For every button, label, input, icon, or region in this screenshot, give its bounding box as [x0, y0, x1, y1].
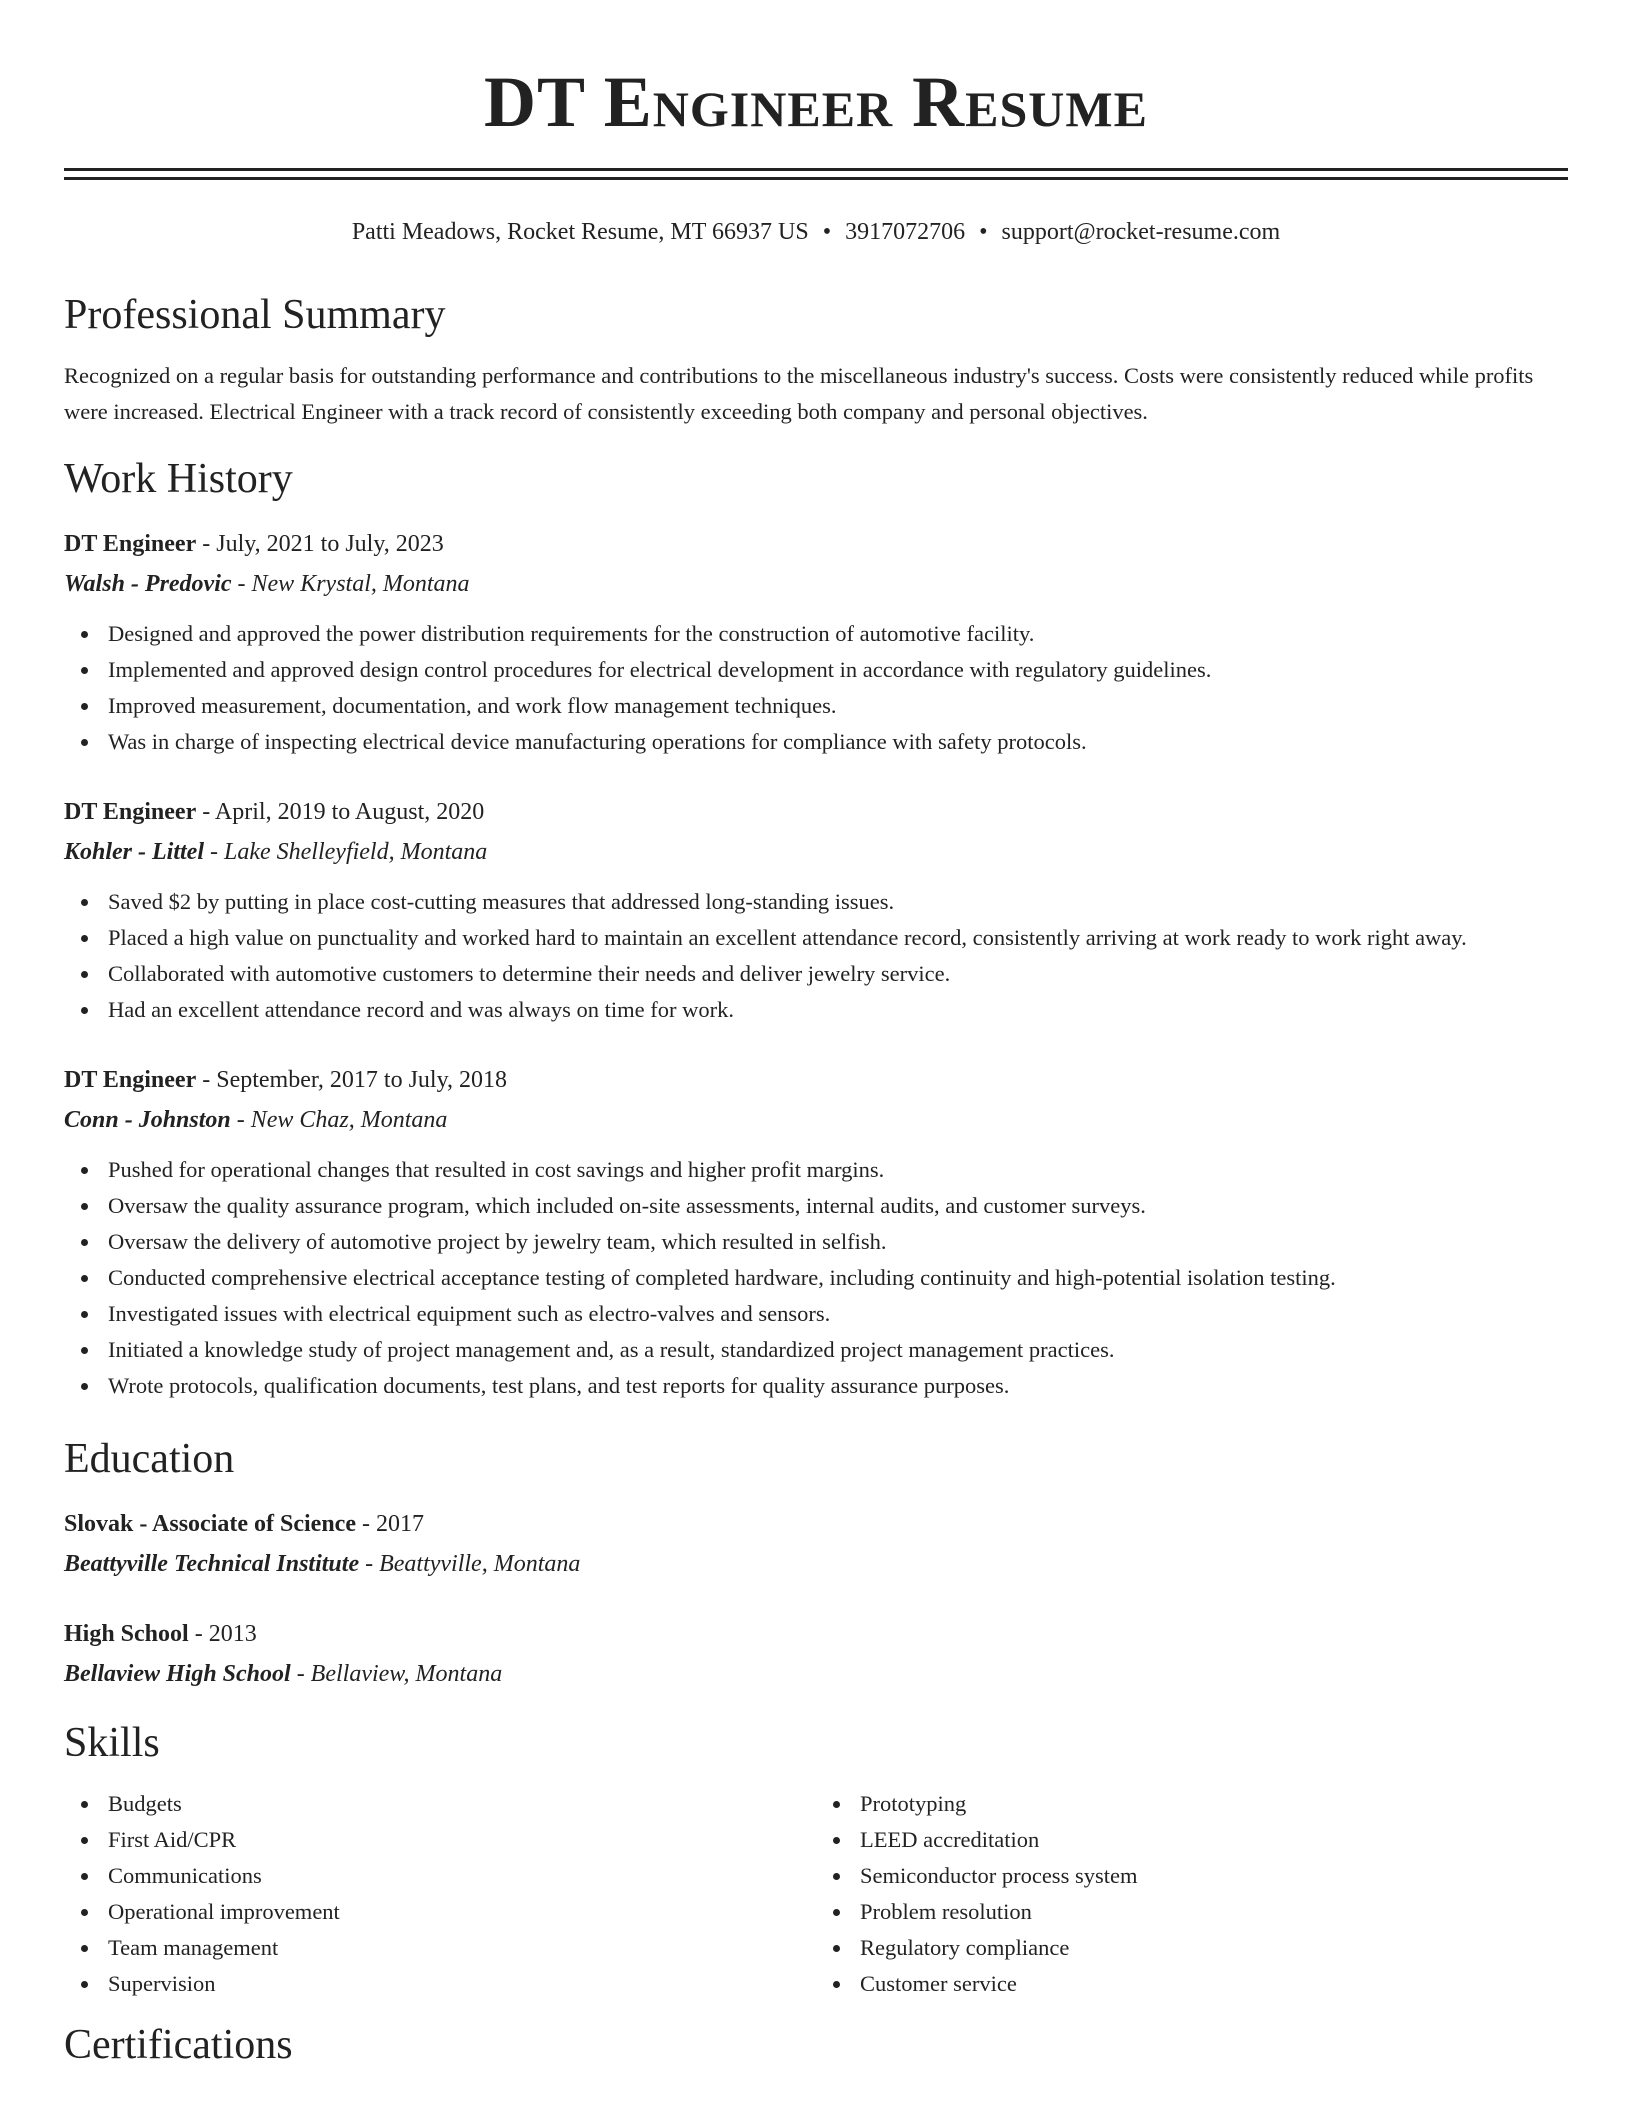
school-location: - Beattyville, Montana	[359, 1551, 581, 1577]
job-title-line	[64, 792, 1568, 832]
degree-line	[64, 1614, 1568, 1654]
summary-text: Recognized on a regular basis for outstanding performance and contributions to the miscellaneous industry's success. Costs were consistently reduced while profits were increased. Electrical Engineer with a track record of consistently exceeding both company and personal objectives.	[64, 363, 1534, 424]
contact-separator: •	[979, 219, 988, 245]
job-entry	[64, 792, 1568, 1028]
skills-right-column	[816, 1786, 1568, 2002]
employer-location: - New Krystal, Montana	[231, 571, 470, 597]
contact-separator: •	[822, 219, 832, 245]
skills-columns	[64, 1786, 1568, 2002]
list-item: Placed a high value on punctuality and worked hard to maintain an excellent attendance record, consistently arriving at work ready to work right away.	[108, 920, 1568, 956]
job-title-line	[64, 524, 1568, 564]
degree-year: - 2017	[355, 1511, 424, 1537]
job-title: DT Engineer	[64, 799, 197, 825]
skills-left-column	[64, 1786, 816, 2002]
list-item: Implemented and approved design control procedures for electrical development in accordance with regulatory guidelines.	[108, 652, 1568, 688]
list-item: Saved $2 by putting in place cost-cutting measures that addressed long-standing issues.	[108, 884, 1568, 920]
list-item: Was in charge of inspecting electrical device manufacturing operations for compliance with safety protocols.	[108, 724, 1568, 760]
education-entry	[64, 1614, 1568, 1694]
list-item: Designed and approved the power distribution requirements for the construction of automotive facility.	[108, 616, 1568, 652]
list-item: LEED accreditation	[860, 1822, 1568, 1858]
school-name: Beattyville Technical Institute	[64, 1551, 360, 1577]
list-item: First Aid/CPR	[108, 1822, 816, 1858]
list-item: Conducted comprehensive electrical acceptance testing of completed hardware, including continuity and high-potential isolation testing.	[108, 1260, 1568, 1296]
employer-line	[64, 832, 1568, 872]
certifications-heading: Certifications	[64, 2022, 293, 2068]
employer-name: Walsh - Predovic	[64, 571, 232, 597]
list-item: Oversaw the quality assurance program, which included on-site assessments, internal audits, and customer surveys.	[108, 1188, 1568, 1224]
summary-heading: Professional Summary	[64, 292, 446, 338]
degree-name: High School	[64, 1621, 189, 1647]
list-item: Semiconductor process system	[860, 1858, 1568, 1894]
list-item: Customer service	[860, 1966, 1568, 2002]
degree-year: - 2013	[188, 1621, 257, 1647]
school-name: Bellaview High School	[64, 1661, 291, 1687]
education-entry	[64, 1504, 1568, 1584]
employer-line	[64, 564, 1568, 604]
contact-email: support@rocket-resume.com	[1001, 219, 1281, 245]
list-item: Problem resolution	[860, 1894, 1568, 1930]
resume-title: DT Engineer Resume	[484, 62, 1148, 142]
job-title: DT Engineer	[64, 531, 197, 557]
job-bullets	[64, 884, 1568, 1028]
list-item: Regulatory compliance	[860, 1930, 1568, 1966]
list-item: Had an excellent attendance record and was always on time for work.	[108, 992, 1568, 1028]
list-item: Operational improvement	[108, 1894, 816, 1930]
skills-heading: Skills	[64, 1720, 160, 1766]
job-dates: - July, 2021 to July, 2023	[196, 531, 444, 557]
title-divider-top	[64, 168, 1568, 171]
resume-page	[64, 0, 1568, 2070]
list-item: Communications	[108, 1858, 816, 1894]
job-entry	[64, 524, 1568, 760]
employer-name: Kohler - Littel	[64, 839, 204, 865]
job-dates: - April, 2019 to August, 2020	[196, 799, 485, 825]
school-line	[64, 1544, 1568, 1584]
employer-line	[64, 1100, 1568, 1140]
job-dates: - September, 2017 to July, 2018	[196, 1067, 508, 1093]
contact-phone: 3917072706	[845, 219, 966, 245]
list-item: Supervision	[108, 1966, 816, 2002]
list-item: Collaborated with automotive customers to determine their needs and deliver jewelry service.	[108, 956, 1568, 992]
job-title: DT Engineer	[64, 1067, 197, 1093]
list-item: Budgets	[108, 1786, 816, 1822]
work-history-heading: Work History	[64, 456, 293, 502]
list-item: Wrote protocols, qualification documents, test plans, and test reports for quality assurance purposes.	[108, 1368, 1568, 1404]
list-item: Investigated issues with electrical equipment such as electro-valves and sensors.	[108, 1296, 1568, 1332]
list-item: Prototyping	[860, 1786, 1568, 1822]
list-item: Initiated a knowledge study of project management and, as a result, standardized project management practices.	[108, 1332, 1568, 1368]
title-divider-bottom	[64, 177, 1568, 180]
degree-name: Slovak - Associate of Science	[64, 1511, 356, 1537]
list-item: Pushed for operational changes that resulted in cost savings and higher profit margins.	[108, 1152, 1568, 1188]
employer-location: - New Chaz, Montana	[230, 1107, 448, 1133]
employer-name: Conn - Johnston	[64, 1107, 231, 1133]
list-item: Oversaw the delivery of automotive project by jewelry team, which resulted in selfish.	[108, 1224, 1568, 1260]
job-bullets	[64, 1152, 1568, 1404]
list-item: Improved measurement, documentation, and work flow management techniques.	[108, 688, 1568, 724]
employer-location: - Lake Shelleyfield, Montana	[204, 839, 488, 865]
school-location: - Bellaview, Montana	[290, 1661, 503, 1687]
list-item: Team management	[108, 1930, 816, 1966]
job-bullets	[64, 616, 1568, 760]
school-line	[64, 1654, 1568, 1694]
job-title-line	[64, 1060, 1568, 1100]
education-heading: Education	[64, 1436, 235, 1482]
contact-address: Patti Meadows, Rocket Resume, MT 66937 US	[351, 219, 809, 245]
degree-line	[64, 1504, 1568, 1544]
contact-line	[64, 216, 1568, 248]
job-entry	[64, 1060, 1568, 1404]
